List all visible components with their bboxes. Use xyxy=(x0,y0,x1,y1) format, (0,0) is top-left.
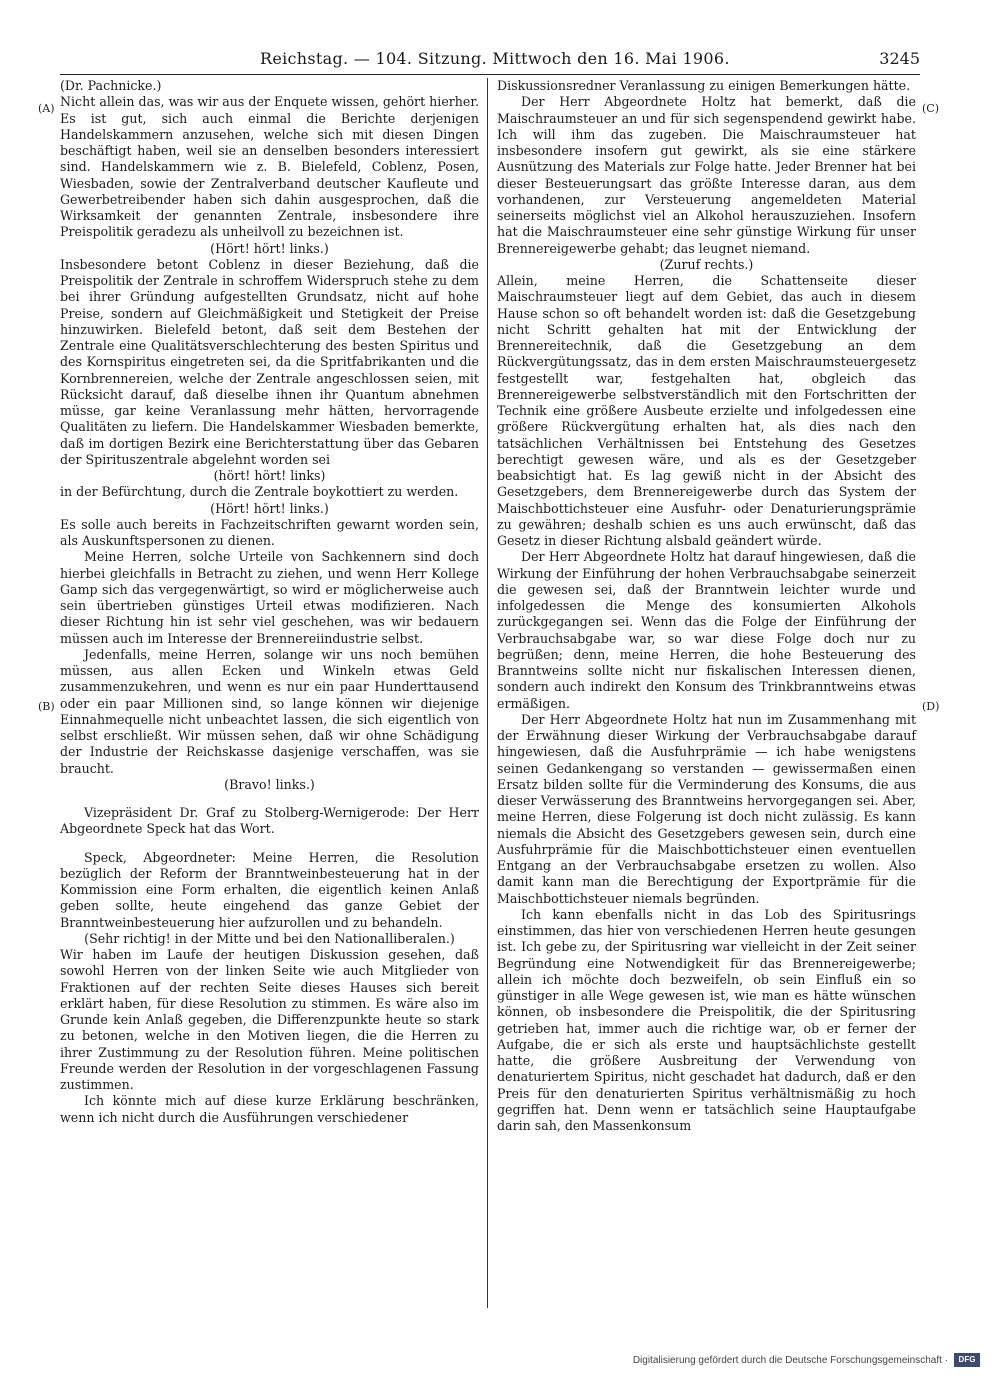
margin-marker-b: (B) xyxy=(38,700,55,713)
paragraph: Wir haben im Laufe der heutigen Diskussion gesehen, daß sowohl Herren von der linken Seite wie auch Mitglieder von Fraktionen auf der rechten Seite dieses Hauses sich bereit erklärt haben, für diese Resolution zu stimmen. Es wäre also im Grunde kein Anlaß gegeben, die Differenzpunkte heute so stark zu betonen, welche in den Motiven liegen, die die Herren zu ihrer Zustimmung zu der Resolution führen. Meine politischen Freunde werden der Resolution in der vorgeschlagenen Fassung zustimmen. xyxy=(60,947,479,1092)
margin-marker-c: (C) xyxy=(922,102,939,115)
footer-credit xyxy=(633,1353,980,1367)
paragraph: Diskussionsredner Veranlassung zu einigen Bemerkungen hätte. xyxy=(497,78,911,93)
paragraph: Der Herr Abgeordnete Holtz hat darauf hingewiesen, daß die Wirkung der Einführung der hohen Verbrauchsabgabe seinerzeit die gewesen sei, daß der Branntwein leichter wurde und infolgedessen die Menge des konsumierten Alkohols zurückgegangen sei. Wenn das die Folge der Einführung der Verbrauchsabgabe war, so war diese Folge doch nur zu begrüßen; denn, meine Herren, die hohe Besteuerung des Branntweins sollte nicht nur fiskalischen Interessen dienen, sondern auch indirekt den Konsum des Trinkbranntweins etwas ermäßigen. xyxy=(497,549,916,711)
paragraph: Der Herr Abgeordnete Holtz hat bemerkt, daß die Maischraumsteuer an und für sich segenspendend gewirkt habe. Ich will ihm das zugeben. Die Maischraumsteuer hat insbesondere insofern gut gewirkt, als sie eine stärkere Ausnützung des Materials zur Folge hatte. Jeder Brenner hat bei dieser Besteuerungsart das größte Interesse daran, aus dem vorhandenen, zur Versteuerung angemeldeten Material seinerseits möglichst viel an Alkohol herauszuziehen. Insofern hat die Maischraumsteuer eine sehr günstige Wirkung für unser Brennereigewerbe gehabt; das leugnet niemand. xyxy=(497,94,916,256)
left-column xyxy=(60,78,479,1126)
paragraph: Nicht allein das, was wir aus der Enquete wissen, gehört hierher. Es ist gut, sich auch einmal die Berichte derjenigen Handelskammern anzusehen, welche sich mit diesen Dingen beschäftigt haben, weil sie an denselben besonders interessiert sind. Handelskammern wie z. B. Bielefeld, Coblenz, Posen, Wiesbaden, sowie der Zentralverband deutscher Kaufleute und Gewerbetreibender haben sich dahin ausgesprochen, daß die Wirksamkeit der genannten Zentrale, insbesondere ihre Preispolitik geradezu als unheilvoll zu bezeichnen ist. xyxy=(60,94,479,240)
dfg-logo: DFG xyxy=(954,1353,980,1367)
paragraph: Insbesondere betont Coblenz in dieser Beziehung, daß die Preispolitik der Zentrale in schroffem Widerspruch stehe zu dem bei ihrer Gründung aufgestellten Grundsatz, nicht auf hohe Preise, sondern auf Gleichmäßigkeit und Stetigkeit der Preise hinzuwirken. Bielefeld betont, daß seit dem Bestehen der Zentrale eine Qualitätsverschlechterung des besten Spiritus und des Kornspiritus eingetreten sei, da die Spritfabrikanten und die Kornbrennereien, welche der Zentrale angeschlossen seien, mit Rücksicht darauf, daß dieselbe ihnen ihr Quantum abnehmen müsse, gar keine Veranlassung mehr hätten, hervorragende Qualitäten zu liefern. Die Handelskammer Wiesbaden bemerkte, daß im dortigen Bezirk eine Berichterstattung über das Gebaren der Spirituszentrale abgelehnt worden sei xyxy=(60,256,479,467)
paragraph: Der Herr Abgeordnete Holtz hat nun im Zusammenhang mit der Erwähnung dieser Wirkung der Verbrauchsabgabe darauf hingewiesen, daß die Ausfuhrprämie — ich habe wenigstens seinen Gedankengang so verstanden — gewissermaßen einen Ersatz bilden sollte für die Verminderung des Konsums, die aus dieser Verwässerung des Branntweins hervorgegangen sei. Aber, meine Herren, diese Folgerung ist doch nicht zulässig. Es kann niemals die Absicht des Gesetzgebers gewesen sein, durch eine Ausfuhrprämie für die Maischbottichsteuer einen eventuellen Entgang an der Verbrauchsabgabe ersetzen zu wollen. Also damit kann man die Berechtigung der Exportprämie für die Maischbottichsteuer niemals begründen. xyxy=(497,711,916,906)
margin-marker-a: (A) xyxy=(38,102,55,115)
paragraph: in der Befürchtung, durch die Zentrale boykottiert zu werden. xyxy=(60,484,459,500)
interjection: (Hört! hört! links.) xyxy=(210,240,329,256)
speech-opening: Speck, Abgeordneter: Meine Herren, die Resolution bezüglich der Reform der Branntweinbesteuerung hat in der Kommission eine Form erhalten, die eigentlich keinen Anlaß geben sollte, heute eingehend das ganze Gebiet der Branntweinbesteuerung hier aufzurollen und zu behandeln. xyxy=(60,849,479,930)
paragraph: Ich kann ebenfalls nicht in das Lob des Spiritusrings einstimmen, das hier von verschiedenen Herren heute gesungen ist. Ich gebe zu, der Spiritusring war vielleicht in der Zeit seiner Begründung eine Notwendigkeit für das Brennereigewerbe; allein ich möchte doch bezweifeln, ob sein Einfluß ein so günstiger in alle Wege gewesen ist, wie man es hätte wünschen können, ob insbesondere die Preispolitik, die der Spiritusring getrieben hat, immer auch die richtige war, ob er ferner der Aufgabe, die er sich als erste und hauptsächlichste gestellt hatte, die größere Ausbreitung der Verwendung von denaturiertem Spiritus, nicht geschadet hat dadurch, daß er den Preis für den denaturierten Spiritus verhältnismäßig zu hoch gegriffen hat. Denn wenn er tatsächlich seine Hauptaufgabe darin sah, den Massenkonsum xyxy=(497,906,916,1133)
paragraph: Meine Herren, solche Urteile von Sachkennern sind doch hierbei gleichfalls in Betracht zu ziehen, und wenn Herr Kollege Gamp sich das vergegenwärtigt, so wird er möglicherweise auch sein übertrieben günstiges Urteil etwas modifizieren. Nach dieser Richtung hin ist sehr viel geschehen, was wir bedauern müssen auch im Interesse der Brennereiindustrie selbst. xyxy=(60,549,479,646)
chair-statement: Vizepräsident Dr. Graf zu Stolberg-Wernigerode: Der Herr Abgeordnete Speck hat das Wort. xyxy=(60,805,479,837)
right-column xyxy=(497,78,916,1134)
interjection: (Bravo! links.) xyxy=(224,776,315,792)
paragraph: Allein, meine Herren, die Schattenseite dieser Maischraumsteuer liegt auf dem Gebiet, das auch in diesem Hause schon so oft behandelt worden ist: daß die Gesetzgebung nicht Schritt gehalten hat mit der Entwicklung der Brennereitechnik, daß die Gesetzgebung an dem Rückvergütungssatz, das in dem ersten Maischraumsteuergesetz festgestellt war, festgehalten hat, obgleich das Brennereigewerbe selbstverständlich mit den Fortschritten der Technik eine größere Ausbeute erzielte und infolgedessen eine größere Rückvergütung erhalten hat, als dies nach den tatsächlichen Verhältnissen bei Entstehung des Gesetzes berechtigt gewesen wäre, und als es der Gesetzgeber beabsichtigt hat. Es lag gewiß nicht in der Absicht des Gesetzgebers, dem Brennereigewerbe durch das System der Maischbottichsteuer eine Ausfuhr- oder Denaturierungsprämie zu gewähren; deshalb schien es uns auch erwünscht, daß das Gesetz in dieser Richtung alsbald geändert würde. xyxy=(497,273,916,548)
header-rule xyxy=(60,74,920,75)
interjection: (Sehr richtig! in der Mitte und bei den Nationalliberalen.) xyxy=(84,930,455,946)
spacer xyxy=(60,793,479,805)
paragraph: Es solle auch bereits in Fachzeitschriften gewarnt worden sein, als Auskunftspersonen zu dienen. xyxy=(60,516,479,548)
page-number: 3245 xyxy=(879,49,920,68)
interjection: (Zuruf rechts.) xyxy=(659,256,754,272)
running-title: Reichstag. — 104. Sitzung. Mittwoch den 16. Mai 1906. xyxy=(260,49,730,68)
interjection: (Hört! hört! links.) xyxy=(210,500,329,516)
speaker-tag: (Dr. Pachnicke.) xyxy=(60,78,162,93)
footer-text: Digitalisierung gefördert durch die Deutsche Forschungsgemeinschaft · xyxy=(632,1354,948,1366)
page-header xyxy=(60,49,920,73)
paragraph: Ich könnte mich auf diese kurze Erklärung beschränken, wenn ich nicht durch die Ausführungen verschiedener xyxy=(60,1093,479,1125)
paragraph: Jedenfalls, meine Herren, solange wir uns noch bemühen müssen, aus allen Ecken und Winkeln etwas Geld zusammenzukehren, und wenn es nur ein paar Hunderttausend oder ein paar Millionen sind, so lange können wir diejenige Einnahmequelle nicht unbeachtet lassen, die sich eigentlich von selbst erschließt. Wir müssen sehen, daß wir ohne Schädigung der Industrie der Reichskasse dasjenige verschaffen, was sie braucht. xyxy=(60,646,479,776)
margin-marker-d: (D) xyxy=(922,700,940,713)
column-divider xyxy=(487,78,488,1308)
spacer xyxy=(60,838,479,850)
interjection: (hört! hört! links) xyxy=(213,468,326,483)
